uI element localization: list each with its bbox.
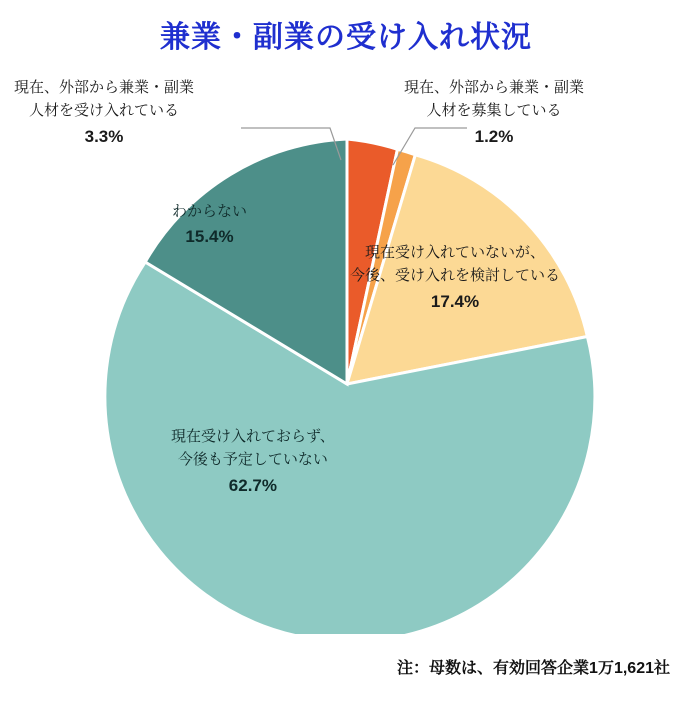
label-recruiting-value: 1.2% (474, 126, 514, 146)
label-accepting-line1: 現在、外部から兼業・副業 (14, 79, 195, 96)
label-recruiting-line1: 現在、外部から兼業・副業 (404, 79, 585, 96)
label-unknown (172, 200, 247, 251)
page-title: 兼業・副業の受け入れ状況 (160, 21, 532, 54)
label-recruiting (404, 76, 584, 150)
label-accepting-value: 3.3% (84, 126, 124, 146)
label-recruiting-line2: 人材を募集している (426, 102, 562, 120)
label-unknown-line1: わからない (172, 203, 248, 220)
footnote: 注：母数は、有効回答企業1万1,621社 (397, 660, 670, 677)
label-nonplan-value: 62.7% (228, 475, 277, 495)
label-considering-line1: 現在受け入れていないが、 (365, 244, 546, 261)
label-accepting (14, 76, 194, 150)
label-nonplan-line1: 現在受け入れておらず、 (171, 428, 335, 445)
label-nonplan (171, 425, 335, 499)
label-nonplan-line2: 今後も予定していない (177, 451, 328, 469)
label-considering (350, 241, 560, 315)
label-considering-line2: 今後、受け入れを検討している (350, 267, 561, 285)
label-considering-value: 17.4% (430, 291, 480, 311)
label-unknown-value: 15.4% (185, 227, 234, 247)
label-accepting-line2: 人材を受け入れている (29, 102, 180, 120)
